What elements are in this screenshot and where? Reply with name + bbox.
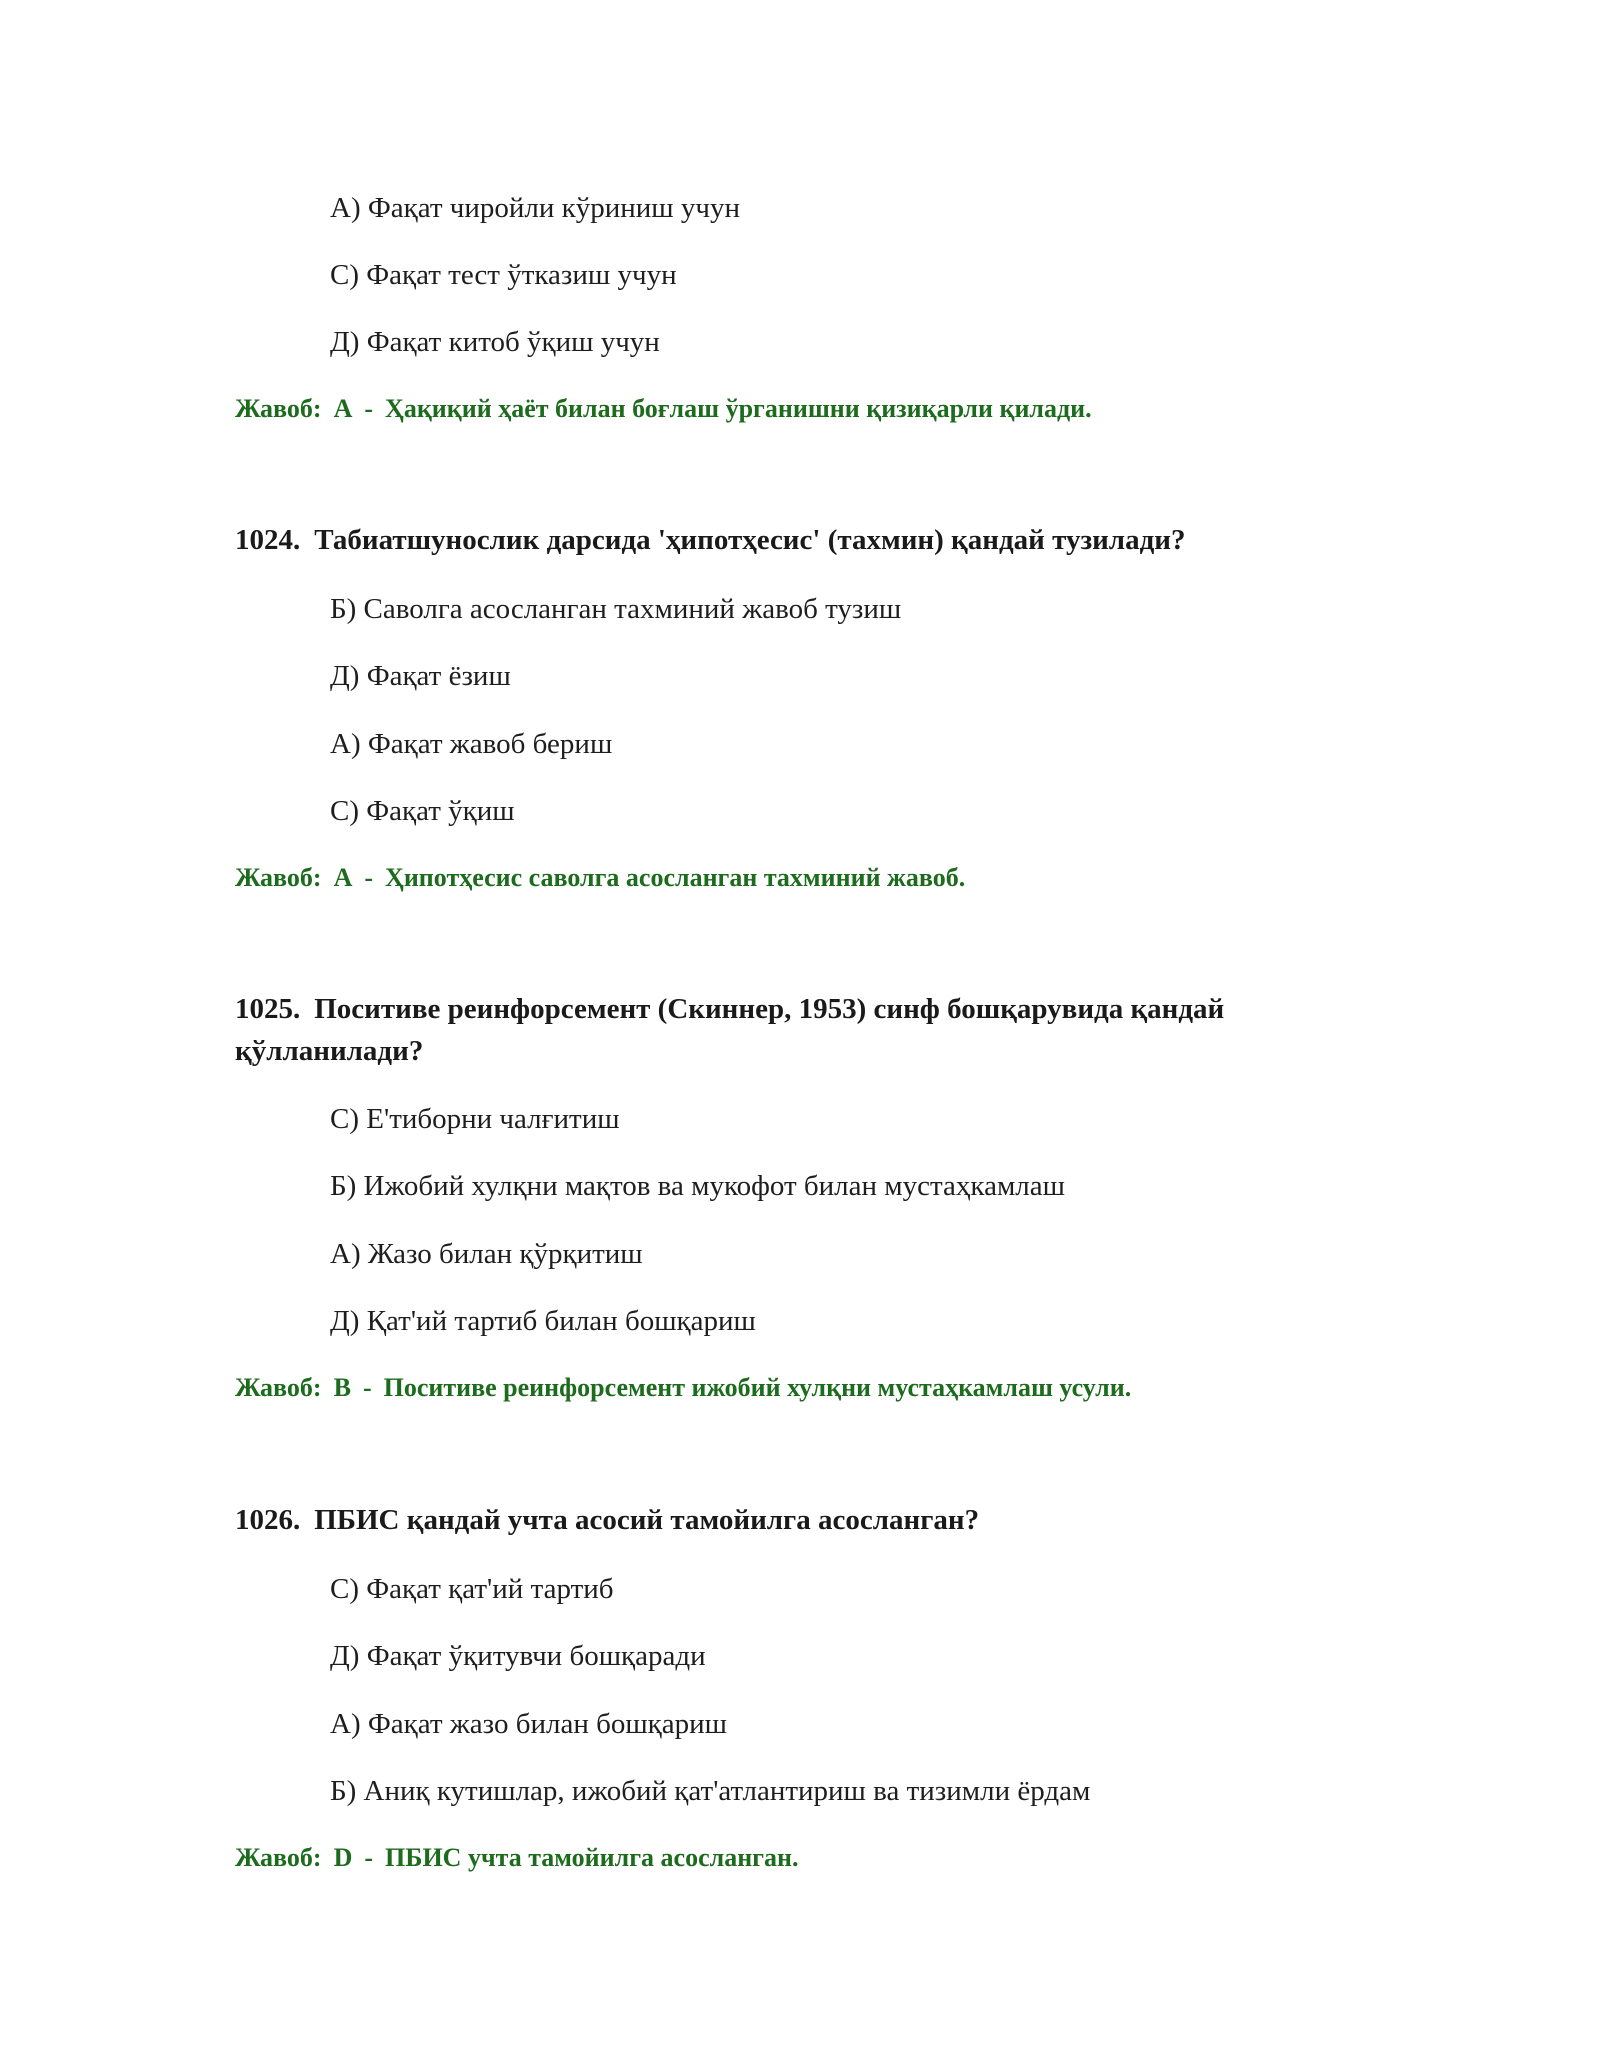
answer-letter: A xyxy=(333,863,353,892)
answer-text: Поситиве реинфорсемент ижобий хулқни мустаҳкамлаш усули. xyxy=(383,1373,1132,1402)
answer-dash: - xyxy=(364,863,374,892)
question-number: 1026. xyxy=(235,1504,301,1536)
option-item: С) Е'тиборни чалғитиш xyxy=(330,1103,620,1135)
question-text: Табиатшунослик дарсида 'ҳипотҳесис' (тахмин) қандай тузилади? xyxy=(314,524,1186,556)
question-heading xyxy=(235,519,1365,561)
answer-label: Жавоб: xyxy=(235,1373,322,1402)
answer-dash: - xyxy=(364,394,374,423)
answer-text: Ҳипотҳесис саволга асосланган тахминий жавоб. xyxy=(385,863,966,892)
question-number: 1024. xyxy=(235,524,301,556)
answer-label: Жавоб: xyxy=(235,1843,322,1872)
option-item: А) Жазо билан қўрқитиш xyxy=(330,1238,643,1270)
option-item: С) Фақат ўқиш xyxy=(330,795,515,827)
answer-dash: - xyxy=(362,1373,372,1402)
answer-text: Ҳақиқий ҳаёт билан боғлаш ўрганишни қизиқарли қилади. xyxy=(385,394,1092,423)
option-item: А) Фақат чиройли кўриниш учун xyxy=(330,192,740,224)
option-item: Д) Қат'ий тартиб билан бошқариш xyxy=(330,1305,756,1337)
option-item: Б) Саволга асосланган тахминий жавоб тузиш xyxy=(330,593,902,625)
answer-line xyxy=(235,1371,1131,1405)
answer-letter: A xyxy=(333,394,353,423)
option-item: Б) Аниқ кутишлар, ижобий қат'атлантириш ва тизимли ёрдам xyxy=(330,1775,1091,1807)
answer-line xyxy=(235,861,965,895)
answer-letter: D xyxy=(333,1843,353,1872)
option-item: А) Фақат жазо билан бошқариш xyxy=(330,1708,727,1740)
answer-dash: - xyxy=(364,1843,374,1872)
option-item: А) Фақат жавоб бериш xyxy=(330,728,613,760)
answer-text: ПБИС учта тамойилга асосланган. xyxy=(385,1843,799,1872)
question-heading xyxy=(235,1499,1365,1541)
option-item: С) Фақат қат'ий тартиб xyxy=(330,1573,614,1605)
question-text: ПБИС қандай учта асосий тамойилга асосланган? xyxy=(314,1504,980,1536)
option-item: Б) Ижобий хулқни мақтов ва мукофот билан мустаҳкамлаш xyxy=(330,1170,1065,1202)
option-item: Д) Фақат китоб ўқиш учун xyxy=(330,326,660,358)
question-number: 1025. xyxy=(235,993,301,1025)
option-item: Д) Фақат ўқитувчи бошқаради xyxy=(330,1640,706,1672)
option-item: С) Фақат тест ўтказиш учун xyxy=(330,259,677,291)
answer-label: Жавоб: xyxy=(235,394,322,423)
answer-label: Жавоб: xyxy=(235,863,322,892)
question-text: Поситиве реинфорсемент (Скиннер, 1953) синф бошқарувида қандай қўлланилади? xyxy=(235,993,1225,1067)
option-item: Д) Фақат ёзиш xyxy=(330,660,511,692)
answer-line xyxy=(235,392,1092,426)
answer-letter: B xyxy=(333,1373,351,1402)
answer-line xyxy=(235,1841,798,1875)
question-heading xyxy=(235,988,1365,1072)
